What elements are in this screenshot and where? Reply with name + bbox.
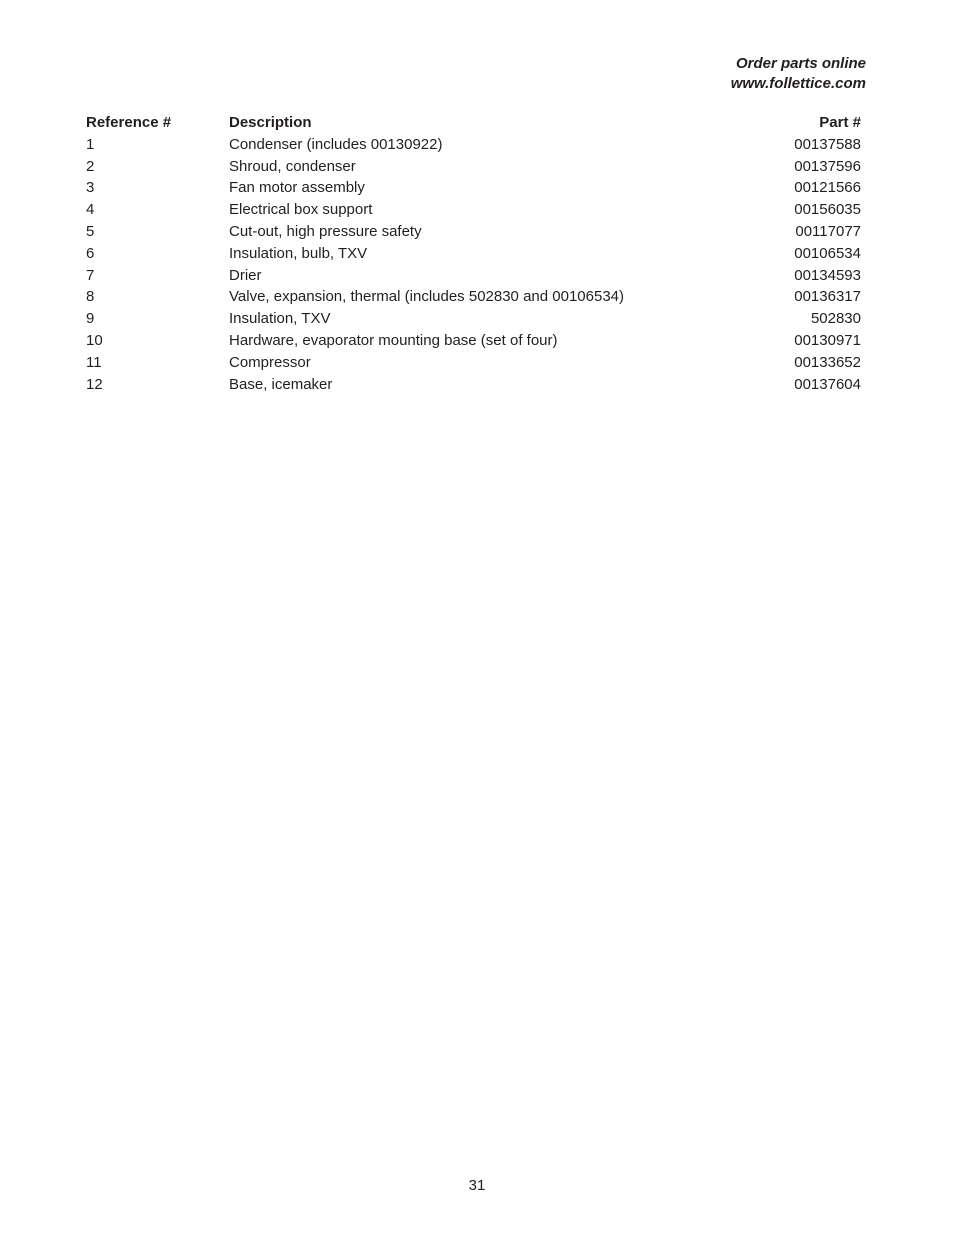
table-header-row bbox=[86, 112, 861, 134]
description-cell: Base, icemaker bbox=[229, 375, 333, 393]
table-row bbox=[86, 374, 861, 396]
order-parts-header bbox=[731, 54, 866, 93]
website-link[interactable]: www.follettice.com bbox=[730, 74, 866, 92]
description-cell: Valve, expansion, thermal (includes 502830 and 00106534) bbox=[229, 288, 624, 306]
reference-cell: 10 bbox=[86, 331, 103, 349]
part-number-cell: 502830 bbox=[810, 310, 861, 328]
column-header-reference: Reference # bbox=[86, 114, 172, 131]
description-cell: Compressor bbox=[229, 353, 311, 371]
table-row bbox=[86, 199, 861, 221]
table-row bbox=[86, 286, 861, 308]
reference-cell: 1 bbox=[86, 135, 95, 153]
part-number-cell: 00133652 bbox=[794, 353, 861, 371]
part-number-cell: 00130971 bbox=[794, 331, 861, 349]
reference-cell: 4 bbox=[86, 201, 95, 219]
parts-table bbox=[86, 112, 861, 395]
description-cell: Drier bbox=[229, 266, 262, 284]
description-cell: Shroud, condenser bbox=[229, 157, 356, 175]
description-cell: Condenser (includes 00130922) bbox=[229, 135, 443, 153]
description-cell: Hardware, evaporator mounting base (set of four) bbox=[229, 331, 558, 349]
table-row bbox=[86, 308, 861, 330]
part-number-cell: 00134593 bbox=[794, 266, 861, 284]
reference-cell: 11 bbox=[86, 353, 102, 371]
description-cell: Insulation, TXV bbox=[229, 310, 331, 328]
description-cell: Fan motor assembly bbox=[229, 179, 365, 197]
table-row bbox=[86, 243, 861, 265]
table-row bbox=[86, 177, 861, 199]
reference-cell: 3 bbox=[86, 179, 95, 197]
column-header-part: Part # bbox=[819, 114, 861, 131]
table-row bbox=[86, 330, 861, 352]
reference-cell: 12 bbox=[86, 375, 103, 393]
part-number-cell: 00137596 bbox=[794, 157, 861, 175]
order-parts-label: Order parts online bbox=[735, 55, 866, 72]
table-row bbox=[86, 156, 861, 178]
reference-cell: 2 bbox=[86, 157, 95, 175]
page-number: 31 bbox=[468, 1177, 486, 1194]
reference-cell: 7 bbox=[86, 266, 95, 284]
reference-cell: 5 bbox=[86, 222, 95, 240]
table-row bbox=[86, 221, 861, 243]
table-row bbox=[86, 134, 861, 156]
part-number-cell: 00106534 bbox=[794, 244, 861, 262]
part-number-cell: 00156035 bbox=[794, 201, 861, 219]
description-cell: Cut-out, high pressure safety bbox=[229, 222, 422, 240]
column-header-description: Description bbox=[229, 114, 312, 131]
reference-cell: 9 bbox=[86, 310, 95, 328]
part-number-cell: 00121566 bbox=[794, 179, 861, 197]
table-row bbox=[86, 265, 861, 287]
description-cell: Insulation, bulb, TXV bbox=[229, 244, 368, 262]
part-number-cell: 00117077 bbox=[795, 222, 861, 240]
reference-cell: 6 bbox=[86, 244, 95, 262]
part-number-cell: 00137588 bbox=[794, 135, 861, 153]
part-number-cell: 00137604 bbox=[794, 375, 861, 393]
reference-cell: 8 bbox=[86, 288, 95, 306]
description-cell: Electrical box support bbox=[229, 201, 373, 219]
part-number-cell: 00136317 bbox=[794, 288, 861, 306]
table-row bbox=[86, 352, 861, 374]
